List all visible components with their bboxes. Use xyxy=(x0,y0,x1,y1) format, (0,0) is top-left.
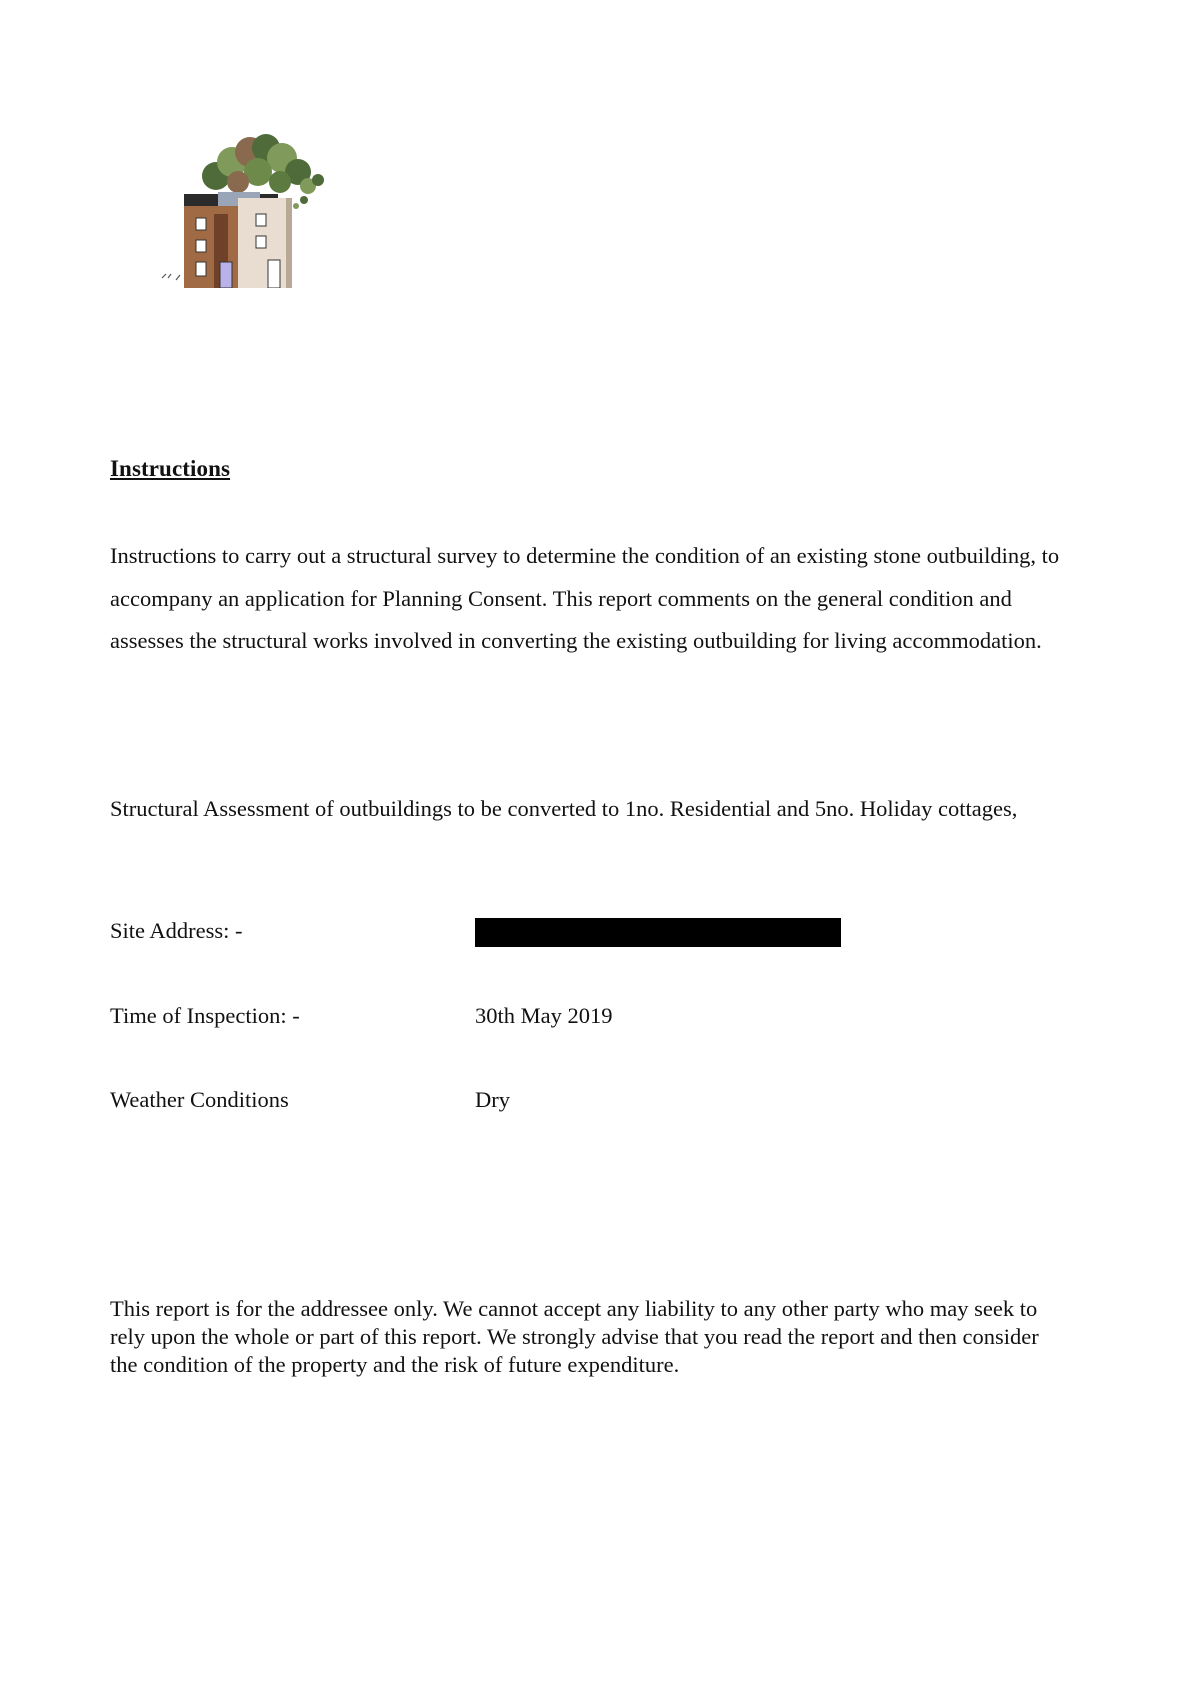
weather-conditions-value: Dry xyxy=(475,1087,510,1112)
instructions-paragraph: Instructions to carry out a structural survey to determine the condition of an existing stone outbuilding, to accompany an application for Planning Consent. This report comments on the general condition and assesses the structural works involved in converting the existing outbuilding for living accommodation. xyxy=(110,543,1060,653)
time-of-inspection-label: Time of Inspection: - xyxy=(110,1003,300,1028)
house-with-tree-icon xyxy=(158,128,340,288)
time-of-inspection-value: 30th May 2019 xyxy=(475,1003,613,1028)
house-with-tree-logo xyxy=(158,128,340,288)
weather-conditions-label: Weather Conditions xyxy=(110,1087,289,1112)
site-address-label: Site Address: - xyxy=(110,918,243,943)
redacted-site-address xyxy=(475,918,841,947)
assessment-paragraph: Structural Assessment of outbuildings to be converted to 1no. Residential and 5no. Holiday cottages, xyxy=(110,796,1018,821)
section-heading-instructions: Instructions xyxy=(110,456,231,481)
disclaimer-paragraph: This report is for the addressee only. We cannot accept any liability to any other party who may seek to rely upon the whole or part of this report. We strongly advise that you read the report and then consider the condition of the property and the risk of future expenditure. xyxy=(110,1296,1039,1377)
